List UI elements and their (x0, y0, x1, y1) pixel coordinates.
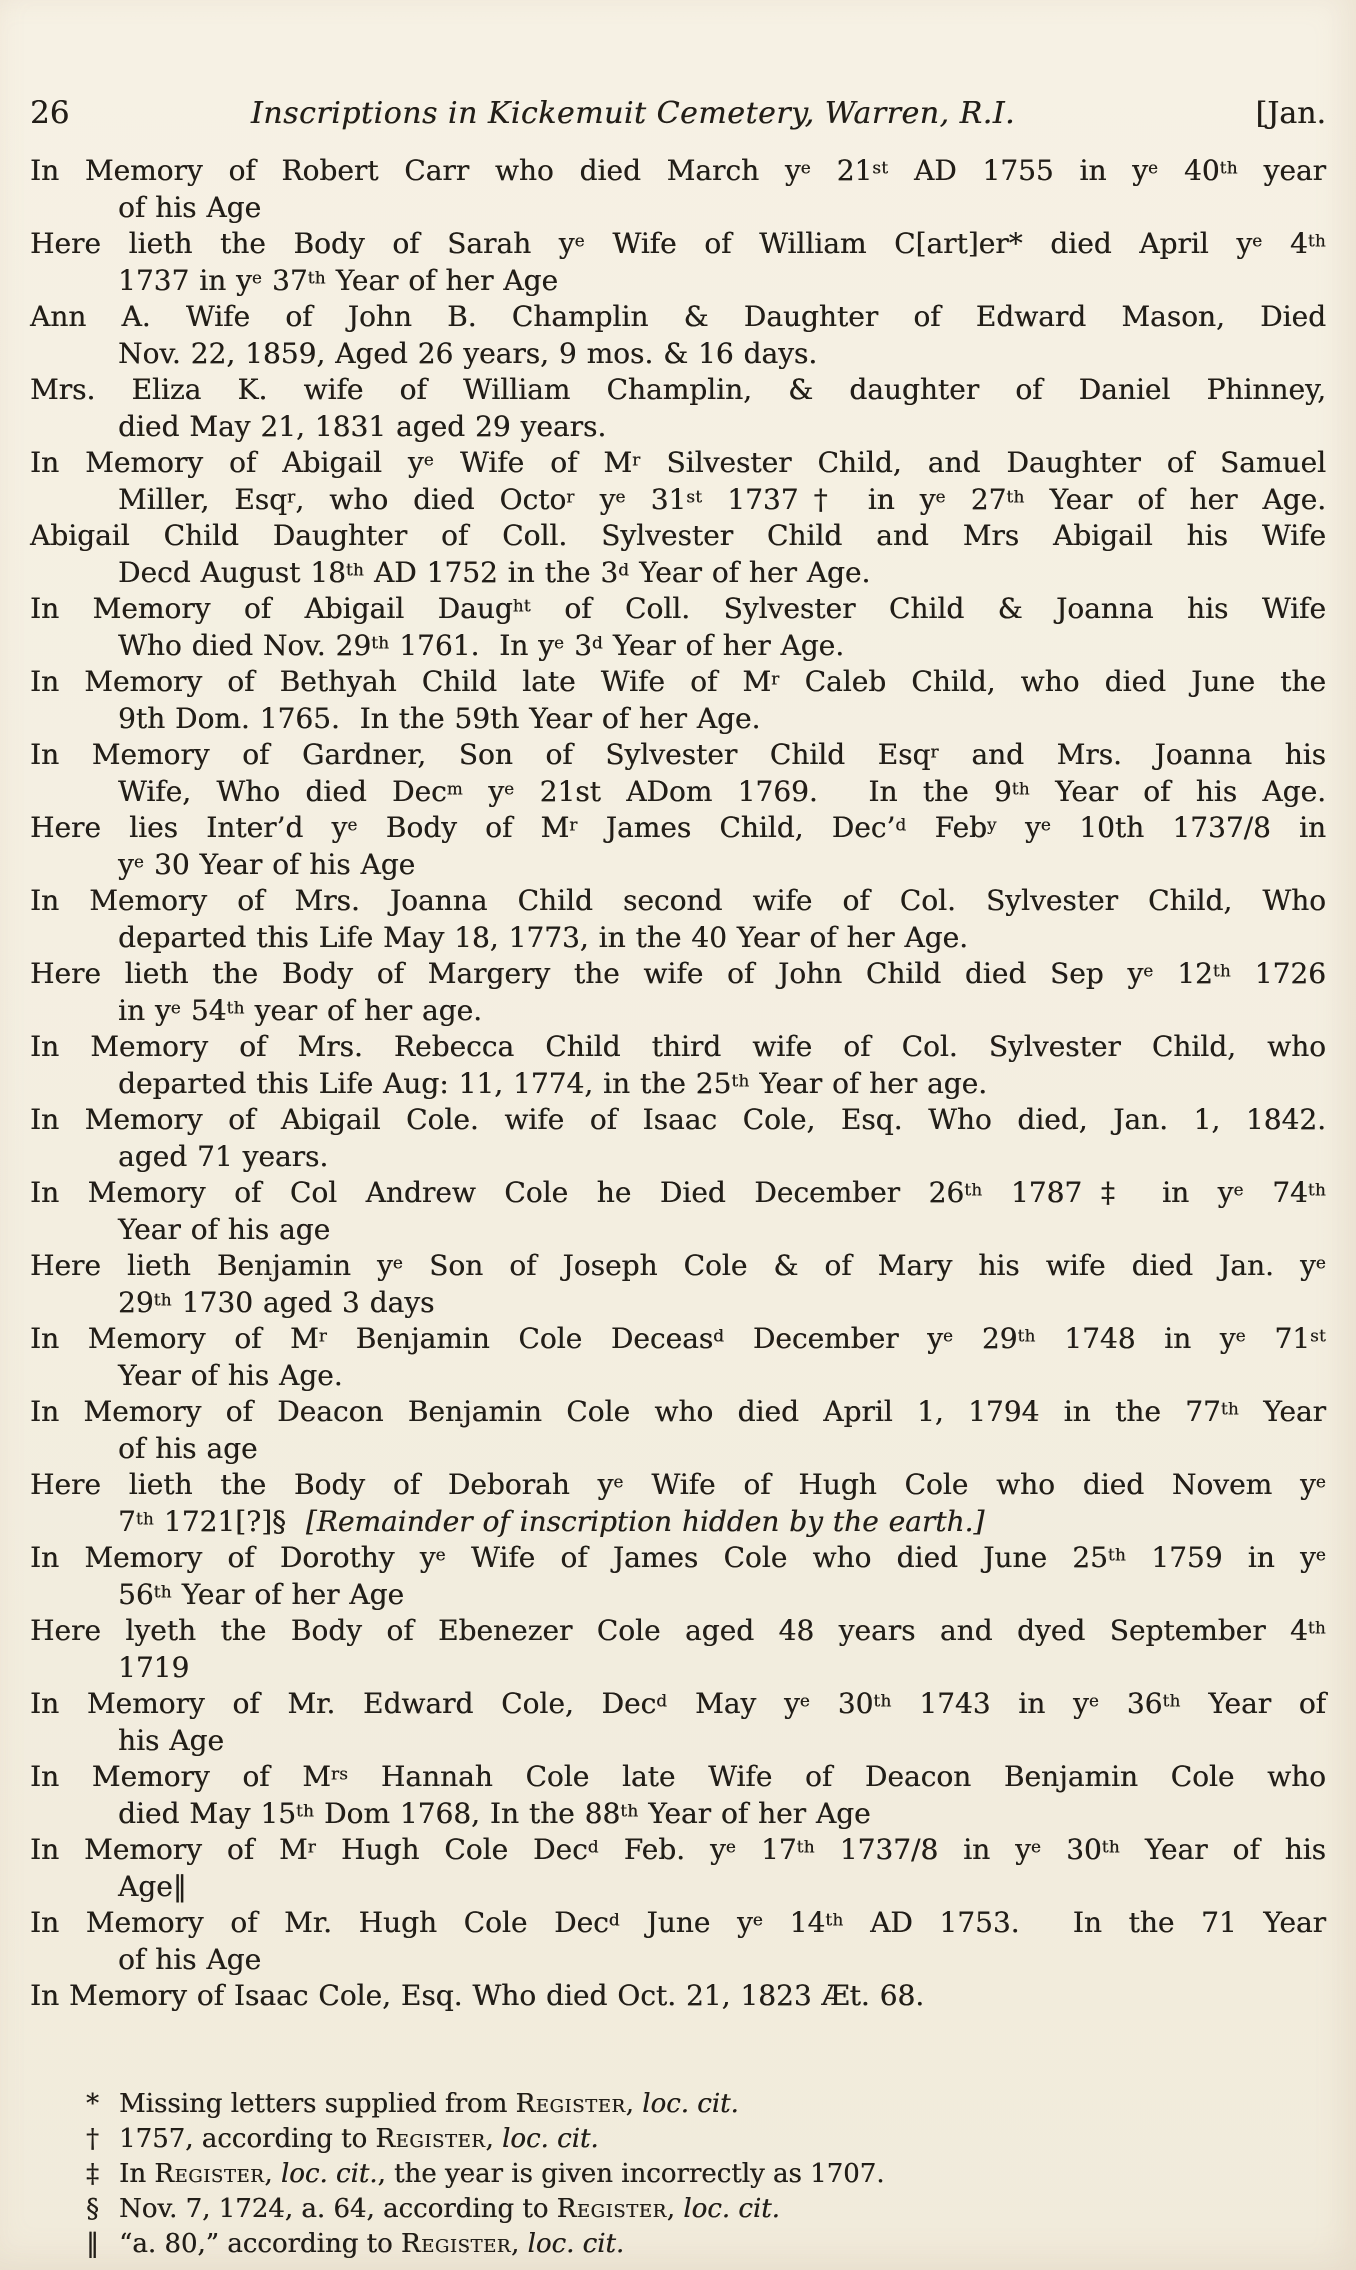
inscription-entry (30, 518, 1326, 591)
inscription-entry (30, 1759, 1326, 1832)
inscription-entry (30, 737, 1326, 810)
inscription-entry (30, 299, 1326, 372)
footnote: † 1757, according to Register, loc. cit. (86, 2122, 1326, 2157)
inscription-line: In Memory of $M^r$ Hugh Cole Dec$^d$ Feb. $y^e$ 17th 1737/8 in $y^e$ 30th Year of his (30, 1833, 1326, 1866)
inscription-entry (30, 1686, 1326, 1759)
inscription-line: of his Age (118, 190, 262, 224)
inscription-line: of his age (118, 1431, 258, 1465)
inscription-line: In Memory of Robert Carr who died March $y^e$ 21st AD 1755 in $y^e$ 40th year (30, 154, 1327, 187)
inscription-line: Ann A. Wife of John B. Champlin & Daughter of Edward Mason, Died (30, 300, 1326, 333)
running-header (30, 94, 1326, 133)
inscription-line: Here lieth the Body of Sarah $y^e$ Wife of William C[art]er* died April $y^e$ 4th (30, 227, 1326, 260)
inscription-line: 29th 1730 aged 3 days (118, 1285, 435, 1319)
inscription-line: In Memory of Mrs. Joanna Child second wife of Col. Sylvester Child, Who (30, 884, 1326, 917)
inscription-line: of his Age (118, 1942, 262, 1976)
footnote: § Nov. 7, 1724, a. 64, according to Register, loc. cit. (86, 2192, 1326, 2227)
inscription-entry (30, 664, 1326, 737)
inscription-entry (30, 226, 1326, 299)
inscription-line: Wife, Who died Dec$^m$ $y^e$ 21st ADom 1769. In the 9th Year of his Age. (118, 774, 1326, 808)
inscription-line: Here lies Inter’d $y^e$ Body of $M^r$ James Child, Dec’$^d$ Feb$^y$ $y^e$ 10th 1737/8 in (30, 811, 1327, 844)
inscription-line: aged 71 years. (118, 1139, 329, 1173)
inscription-entry (30, 1248, 1326, 1321)
inscription-entry (30, 1102, 1326, 1175)
inscription-entry (30, 883, 1326, 956)
inscription-line: Miller, Esq$^r$, who died Octo$^r$ $y^e$ 31st 1737† in $y^e$ 27th Year of her Age. (118, 482, 1327, 516)
inscription-line: In Memory of Mr. Edward Cole, Dec$^d$ May $y^e$ 30th 1743 in $y^e$ 36th Year of (30, 1687, 1326, 1720)
inscription-entry (30, 810, 1326, 883)
inscription-line: In Memory of Abigail $y^e$ Wife of $M^r$ Silvester Child, and Daughter of Samuel (30, 446, 1326, 479)
footnotes (86, 2087, 1326, 2262)
inscription-line: his Age (118, 1723, 224, 1757)
inscription-line: Mrs. Eliza K. wife of William Champlin, & daughter of Daniel Phinney, (30, 373, 1326, 406)
inscription-entry (30, 591, 1326, 664)
inscription-entry (30, 1832, 1326, 1905)
inscription-line: Nov. 22, 1859, Aged 26 years, 9 mos. & 16 days. (118, 336, 818, 370)
inscription-line: 56th Year of her Age (118, 1577, 405, 1611)
inscription-line: departed this Life May 18, 1773, in the 40 Year of her Age. (118, 920, 969, 954)
inscription-line: In Memory of Abigail Cole. wife of Isaac Cole, Esq. Who died, Jan. 1, 1842. (30, 1103, 1326, 1136)
inscription-entry (30, 1467, 1326, 1540)
inscription-entry (30, 372, 1326, 445)
inscription-line: Who died Nov. 29th 1761. In $y^e$ 3$^d$ Year of her Age. (118, 628, 845, 662)
inscription-line: in $y^e$ 54th year of her age. (118, 993, 483, 1027)
inscription-line: departed this Life Aug: 11, 1774, in the 25th Year of her age. (118, 1066, 988, 1100)
issue-label: [Jan. (1255, 96, 1326, 131)
inscription-line: In Memory of $M^{rs}$ Hannah Cole late Wife of Deacon Benjamin Cole who (30, 1760, 1326, 1793)
inscription-entry (30, 1905, 1326, 1978)
inscription-entry (30, 1029, 1326, 1102)
inscription-line: Decd August 18th AD 1752 in the 3$^d$ Year of her Age. (118, 555, 871, 589)
inscription-entry (30, 1394, 1326, 1467)
footnote-symbol: * (86, 2088, 99, 2119)
inscription-line: In Memory of Deacon Benjamin Cole who died April 1, 1794 in the 77th Year (30, 1395, 1327, 1428)
inscription-line: 1737 in $y^e$ 37th Year of her Age (118, 263, 559, 297)
inscription-line: In Memory of Col Andrew Cole he Died December 26th 1787‡ in $y^e$ 74th (30, 1176, 1327, 1209)
page-number: 26 (30, 95, 70, 131)
inscription-line: Here lieth the Body of Margery the wife of John Child died Sep $y^e$ 12th 1726 (30, 957, 1326, 990)
inscription-line: In Memory of Abigail Daug$^{ht}$ of Coll. Sylvester Child & Joanna his Wife (30, 592, 1326, 625)
footnote-symbol: § (86, 2193, 99, 2224)
inscription-line: Year of his age (118, 1212, 331, 1246)
inscription-entry (30, 1175, 1326, 1248)
inscription-line: Age‖ (118, 1869, 187, 1903)
inscription-entry (30, 445, 1326, 518)
footnote-symbol: ‡ (86, 2158, 99, 2189)
inscription-line: died May 15th Dom 1768, In the 88th Year of her Age (118, 1796, 871, 1830)
inscription-entry (30, 1978, 1326, 2015)
inscription-line: died May 21, 1831 aged 29 years. (118, 409, 607, 443)
inscription-entry (30, 956, 1326, 1029)
inscription-line: Year of his Age. (118, 1358, 343, 1392)
footnote-symbol: † (86, 2123, 99, 2154)
inscription-line: 1719 (118, 1650, 190, 1684)
footnote: ‖ “a. 80,” according to Register, loc. cit. (86, 2227, 1326, 2262)
inscription-line: In Memory of $M^r$ Benjamin Cole Deceas$^d$ December $y^e$ 29th 1748 in $y^e$ 71st (30, 1322, 1327, 1355)
inscription-line: In Memory of Bethyah Child late Wife of $M^r$ Caleb Child, who died June the (30, 665, 1326, 698)
page-title: Inscriptions in Kickemuit Cemetery, Warren, R.I. (250, 96, 1016, 131)
inscription-line: Abigail Child Daughter of Coll. Sylvester Child and Mrs Abigail his Wife (30, 519, 1326, 552)
inscription-list (30, 153, 1326, 2015)
footnote: ‡ In Register, loc. cit., the year is given incorrectly as 1707. (86, 2157, 1326, 2192)
inscription-entry (30, 153, 1326, 226)
inscription-line: In Memory of Mrs. Rebecca Child third wife of Col. Sylvester Child, who (30, 1030, 1326, 1063)
inscription-line: 9th Dom. 1765. In the 59th Year of her Age. (118, 701, 761, 735)
inscription-line: In Memory of Isaac Cole, Esq. Who died Oct. 21, 1823 Æt. 68. (30, 1979, 925, 2012)
inscription-line: 7th 1721[?]§ [Remainder of inscription hidden by the earth.] (118, 1504, 985, 1538)
inscription-line: In Memory of Gardner, Son of Sylvester Child Esq$^r$ and Mrs. Joanna his (30, 738, 1327, 771)
inscription-entry (30, 1613, 1326, 1686)
footnote-symbol: ‖ (86, 2228, 99, 2259)
inscription-entry (30, 1540, 1326, 1613)
inscription-line: $y^e$ 30 Year of his Age (118, 847, 416, 881)
inscription-line: Here lyeth the Body of Ebenezer Cole aged 48 years and dyed September 4th (30, 1614, 1326, 1647)
inscription-line: Here lieth Benjamin $y^e$ Son of Joseph Cole & of Mary his wife died Jan. $y^e$ (30, 1249, 1326, 1282)
inscription-line: In Memory of Dorothy $y^e$ Wife of James Cole who died June 25th 1759 in $y^e$ (30, 1541, 1326, 1574)
footnote: * Missing letters supplied from Register, loc. cit. (86, 2087, 1326, 2122)
inscription-entry (30, 1321, 1326, 1394)
inscription-line: In Memory of Mr. Hugh Cole Dec$^d$ June $y^e$ 14th AD 1753. In the 71 Year (30, 1906, 1326, 1939)
inscription-line: Here lieth the Body of Deborah $y^e$ Wife of Hugh Cole who died Novem $y^e$ (30, 1468, 1326, 1501)
